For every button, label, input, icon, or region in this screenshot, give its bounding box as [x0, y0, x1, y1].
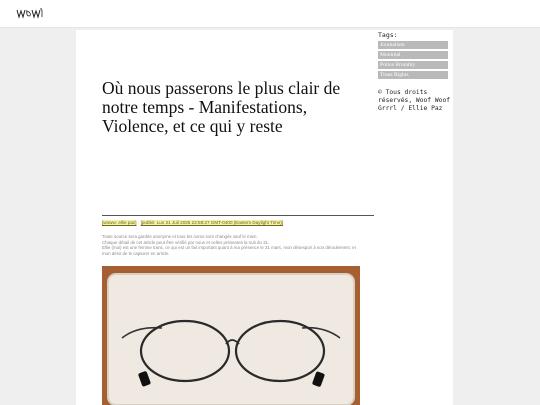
- eyeglasses-photo-icon: [102, 266, 360, 405]
- tag-journalism[interactable]: Journalism: [378, 41, 448, 49]
- site-logo[interactable]: [15, 4, 45, 22]
- body-paragraph: Chaque détail de cet article peut être vérifié par nous et celles présentes la nuit du 31.: [102, 239, 270, 245]
- top-bar: [0, 0, 540, 28]
- published-date: [publié: Lun 21 Juil 2025 22:58:27 GMT-0400 (Eastern Daylight Time)]: [140, 220, 284, 225]
- article-body: [102, 234, 364, 256]
- tag-police-brutality[interactable]: Police Brutality: [378, 61, 448, 69]
- tag-trans-rights[interactable]: Trans Rights: [378, 71, 448, 79]
- article-photo: [102, 266, 360, 405]
- article-meta: [woww: ellie paz] · [publié: Lun 21 Juil 2025 22:58:27 GMT-0400 (Eastern Daylight Time)]: [102, 220, 284, 225]
- body-paragraph: Ellie (moi) est une femme trans, ce qui est un fait important quant à ma présence le 31 mars, mon désespoir à son déroulement, et mon désir de le capturer en article.: [102, 245, 356, 256]
- body-paragraph: Toute source sera gardée anonyme et tous les noms sont changés sauf le mien.: [102, 234, 258, 239]
- sidebar: [378, 31, 450, 113]
- tags-heading: Tags:: [378, 31, 398, 39]
- copyright-notice: © Tous droits réservés, Woof Woof Grrrl / Ellie Paz: [378, 89, 451, 112]
- tag-montreal[interactable]: Montréal: [378, 51, 448, 59]
- site-logo-icon: [15, 4, 45, 22]
- author-link[interactable]: [woww: ellie paz]: [102, 220, 137, 225]
- divider: [102, 215, 374, 216]
- article-title: Où nous passerons le plus clair de notre temps - Manifestations, Violence, et ce qui y reste: [102, 78, 341, 136]
